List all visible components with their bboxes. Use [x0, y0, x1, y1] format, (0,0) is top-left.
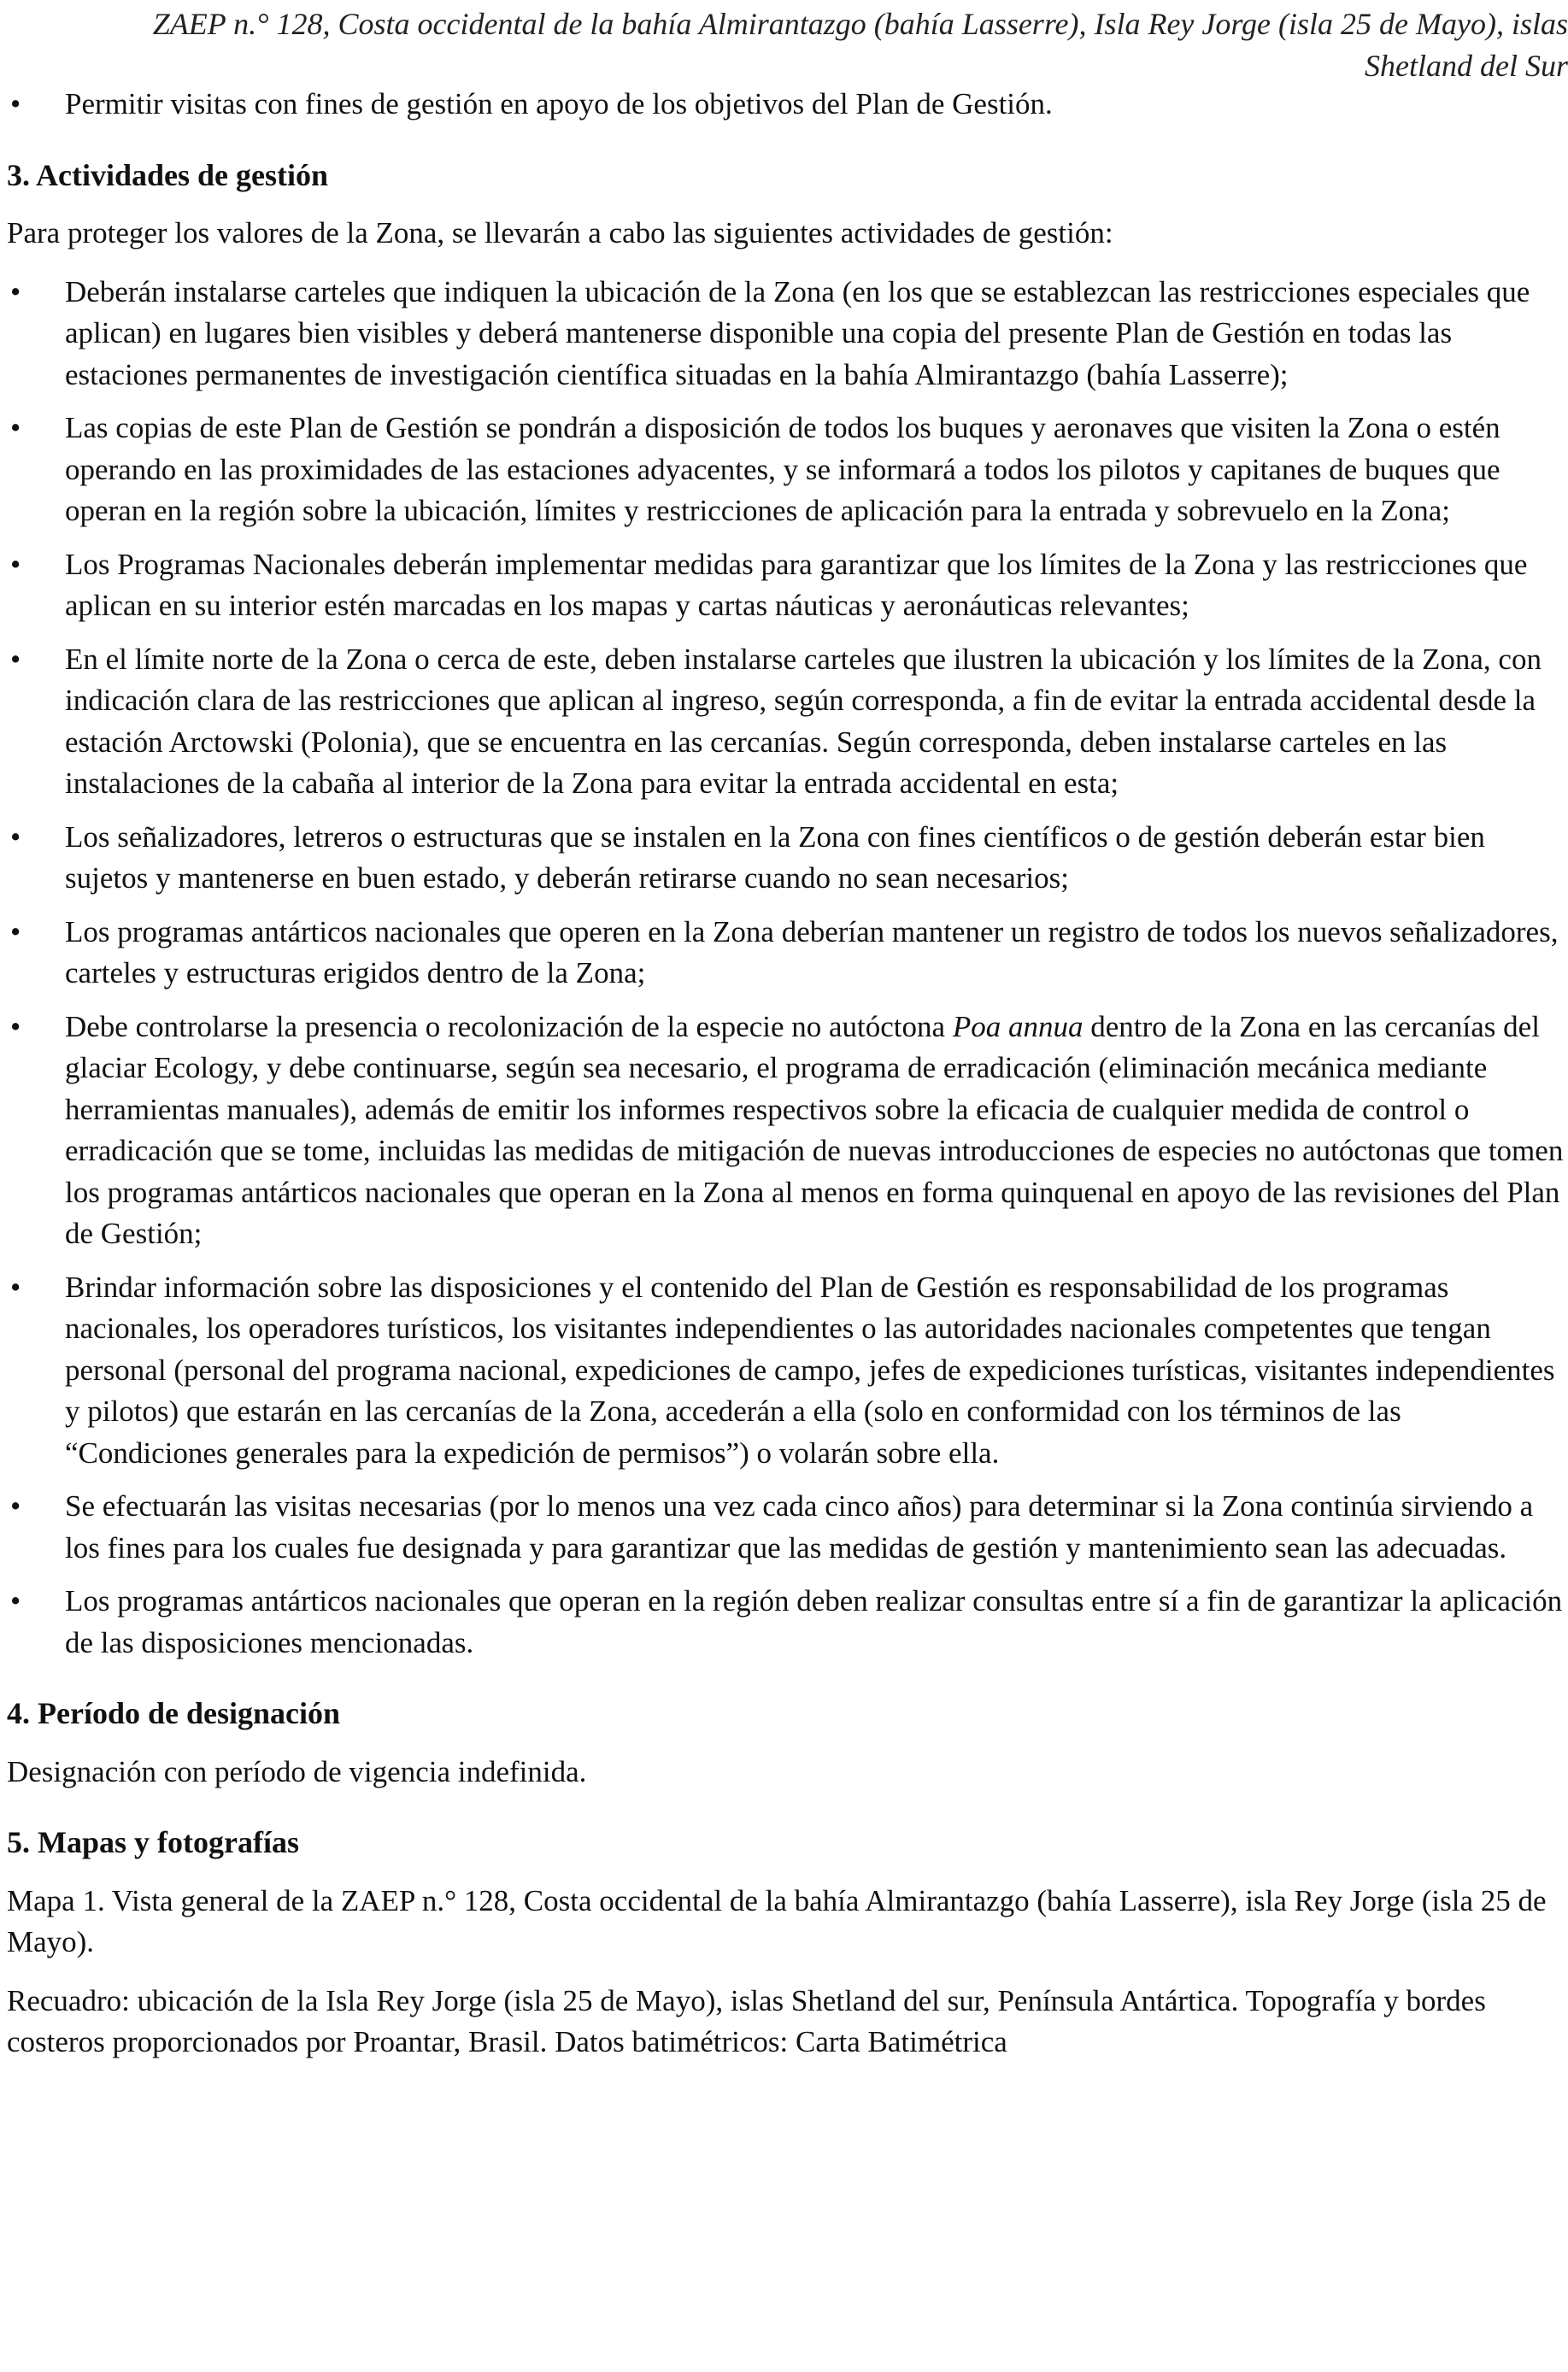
- bullet-icon: •: [10, 87, 21, 120]
- list-item: [7, 1486, 1564, 1569]
- list-item-poa-annua: [7, 1007, 1564, 1255]
- list-item-text: Los Programas Nacionales deberán implementar medidas para garantizar que los límites de la Zona y las restricciones que aplican en su interior estén marcadas en los mapas y cartas náuticas y aeronáuticas relevantes;: [65, 547, 1528, 622]
- list-item: [7, 639, 1564, 805]
- list-item: [7, 817, 1564, 900]
- section-3-intro: Para proteger los valores de la Zona, se llevarán a cabo las siguientes actividades de gestión:: [7, 216, 1113, 250]
- list-item: [7, 272, 1564, 396]
- poa-text-after: dentro de la Zona en las cercanías del glaciar Ecology, y debe continuarse, según sea necesario, el programa de erradicación (eliminación mecánica mediante herramientas manuales), además de emitir los informes respectivos sobre la eficacia de cualquier medida de control o erradicación que se tome, incluidas las medidas de mitigación de nuevas introducciones de especies no autóctonas que tomen los programas antárticos nacionales que operan en la Zona al menos en forma quinquenal en apoyo de las revisiones del Plan de Gestión;: [65, 1009, 1564, 1250]
- list-item-text: Se efectuarán las visitas necesarias (por lo menos una vez cada cinco años) para determinar si la Zona continúa sirviendo a los fines para los cuales fue designada y para garantizar que las medidas de gestión y mantenimiento sean las adecuadas.: [65, 1489, 1534, 1565]
- bullet-icon: •: [10, 819, 21, 854]
- bullet-icon: •: [10, 1584, 21, 1618]
- list-item-text: [65, 1010, 1563, 1251]
- list-item: [7, 408, 1564, 532]
- map-1-caption: Mapa 1. Vista general de la ZAEP n.° 128, Costa occidental de la bahía Almirantazgo (bahía Lasserre), isla Rey Jorge (isla 25 de Mayo).: [7, 1883, 1547, 1958]
- bullet-icon: •: [10, 274, 21, 308]
- list-item: [7, 1581, 1564, 1664]
- bullet-icon: •: [10, 1009, 21, 1043]
- list-item-text: Las copias de este Plan de Gestión se pondrán a disposición de todos los buques y aeronaves que visiten la Zona o estén operando en las proximidades de las estaciones adyacentes, y se informará a todos los pilotos y capitanes de buques que operan en la región sobre la ubicación, límites y restricciones de aplicación para la entrada y sobrevuelo en la Zona;: [65, 411, 1500, 527]
- section-heading-5: 5. Mapas y fotografías: [7, 1825, 299, 1859]
- bullet-icon: •: [10, 1489, 21, 1523]
- species-name: Poa annua: [952, 1009, 1084, 1043]
- list-item: [7, 912, 1564, 995]
- list-item: [7, 544, 1564, 627]
- bullet-icon: •: [10, 547, 21, 581]
- list-item-text: Brindar información sobre las disposiciones y el contenido del Plan de Gestión es responsabilidad de los programas nacionales, los operadores turísticos, los visitantes independientes o las autoridades nacionales competentes que tengan personal (personal del programa nacional, expediciones de campo, jefes de expediciones turísticas, visitantes independientes y pilotos) que estarán en las cercanías de la Zona, accederán a ella (solo en conformidad con los términos de las “Condiciones generales para la expedición de permisos”) o volarán sobre ella.: [65, 1270, 1555, 1470]
- inset-caption: Recuadro: ubicación de la Isla Rey Jorge (isla 25 de Mayo), islas Shetland del sur, Península Antártica. Topografía y bordes costeros proporcionados por Proantar, Brasil. Datos batimétricos: Carta Batimétrica: [7, 1983, 1486, 2058]
- list-item-text: En el límite norte de la Zona o cerca de este, deben instalarse carteles que ilustren la ubicación y los límites de la Zona, con indicación clara de las restricciones que aplican al ingreso, según corresponda, a fin de evitar la entrada accidental desde la estación Arctowski (Polonia), que se encuentra en las cercanías. Según corresponda, deben instalarse carteles en las instalaciones de la cabaña al interior de la Zona para evitar la entrada accidental en esta;: [65, 642, 1542, 800]
- document-body: [7, 84, 1564, 2064]
- list-item-text: Los señalizadores, letreros o estructuras que se instalen en la Zona con fines científicos o de gestión deberán estar bien sujetos y mantenerse en buen estado, y deberán retirarse cuando no sean necesarios;: [65, 819, 1485, 895]
- section-heading-3: 3. Actividades de gestión: [7, 157, 329, 192]
- running-header: ZAEP n.° 128, Costa occidental de la bahía Almirantazgo (bahía Lasserre), Isla Rey Jorge (isla 25 de Mayo), islas Shetland del Sur: [152, 7, 1568, 83]
- bullet-icon: •: [10, 914, 21, 948]
- bullet-icon: •: [10, 1270, 21, 1304]
- list-item: [7, 1267, 1564, 1475]
- bullet-icon: •: [10, 411, 21, 444]
- list-item-text: Permitir visitas con fines de gestión en apoyo de los objetivos del Plan de Gestión.: [65, 87, 1053, 120]
- section-4-text: Designación con período de vigencia indefinida.: [7, 1754, 587, 1788]
- section-heading-4: 4. Período de designación: [7, 1696, 341, 1730]
- list-item-text: Los programas antárticos nacionales que operen en la Zona deberían mantener un registro de todos los nuevos señalizadores, carteles y estructuras erigidos dentro de la Zona;: [65, 914, 1559, 989]
- list-item-text: Los programas antárticos nacionales que operan en la región deben realizar consultas entre sí a fin de garantizar la aplicación de las disposiciones mencionadas.: [65, 1584, 1563, 1659]
- poa-text-before: Debe controlarse la presencia o recolonización de la especie no autóctona: [65, 1009, 953, 1043]
- list-item-text: Deberán instalarse carteles que indiquen la ubicación de la Zona (en los que se establezcan las restricciones especiales que aplican) en lugares bien visibles y deberá mantenerse disponible una copia del presente Plan de Gestión en todas las estaciones permanentes de investigación científica situadas en la bahía Almirantazgo (bahía Lasserre);: [65, 274, 1530, 391]
- list-item: [7, 84, 1564, 126]
- bullet-icon: •: [10, 642, 21, 676]
